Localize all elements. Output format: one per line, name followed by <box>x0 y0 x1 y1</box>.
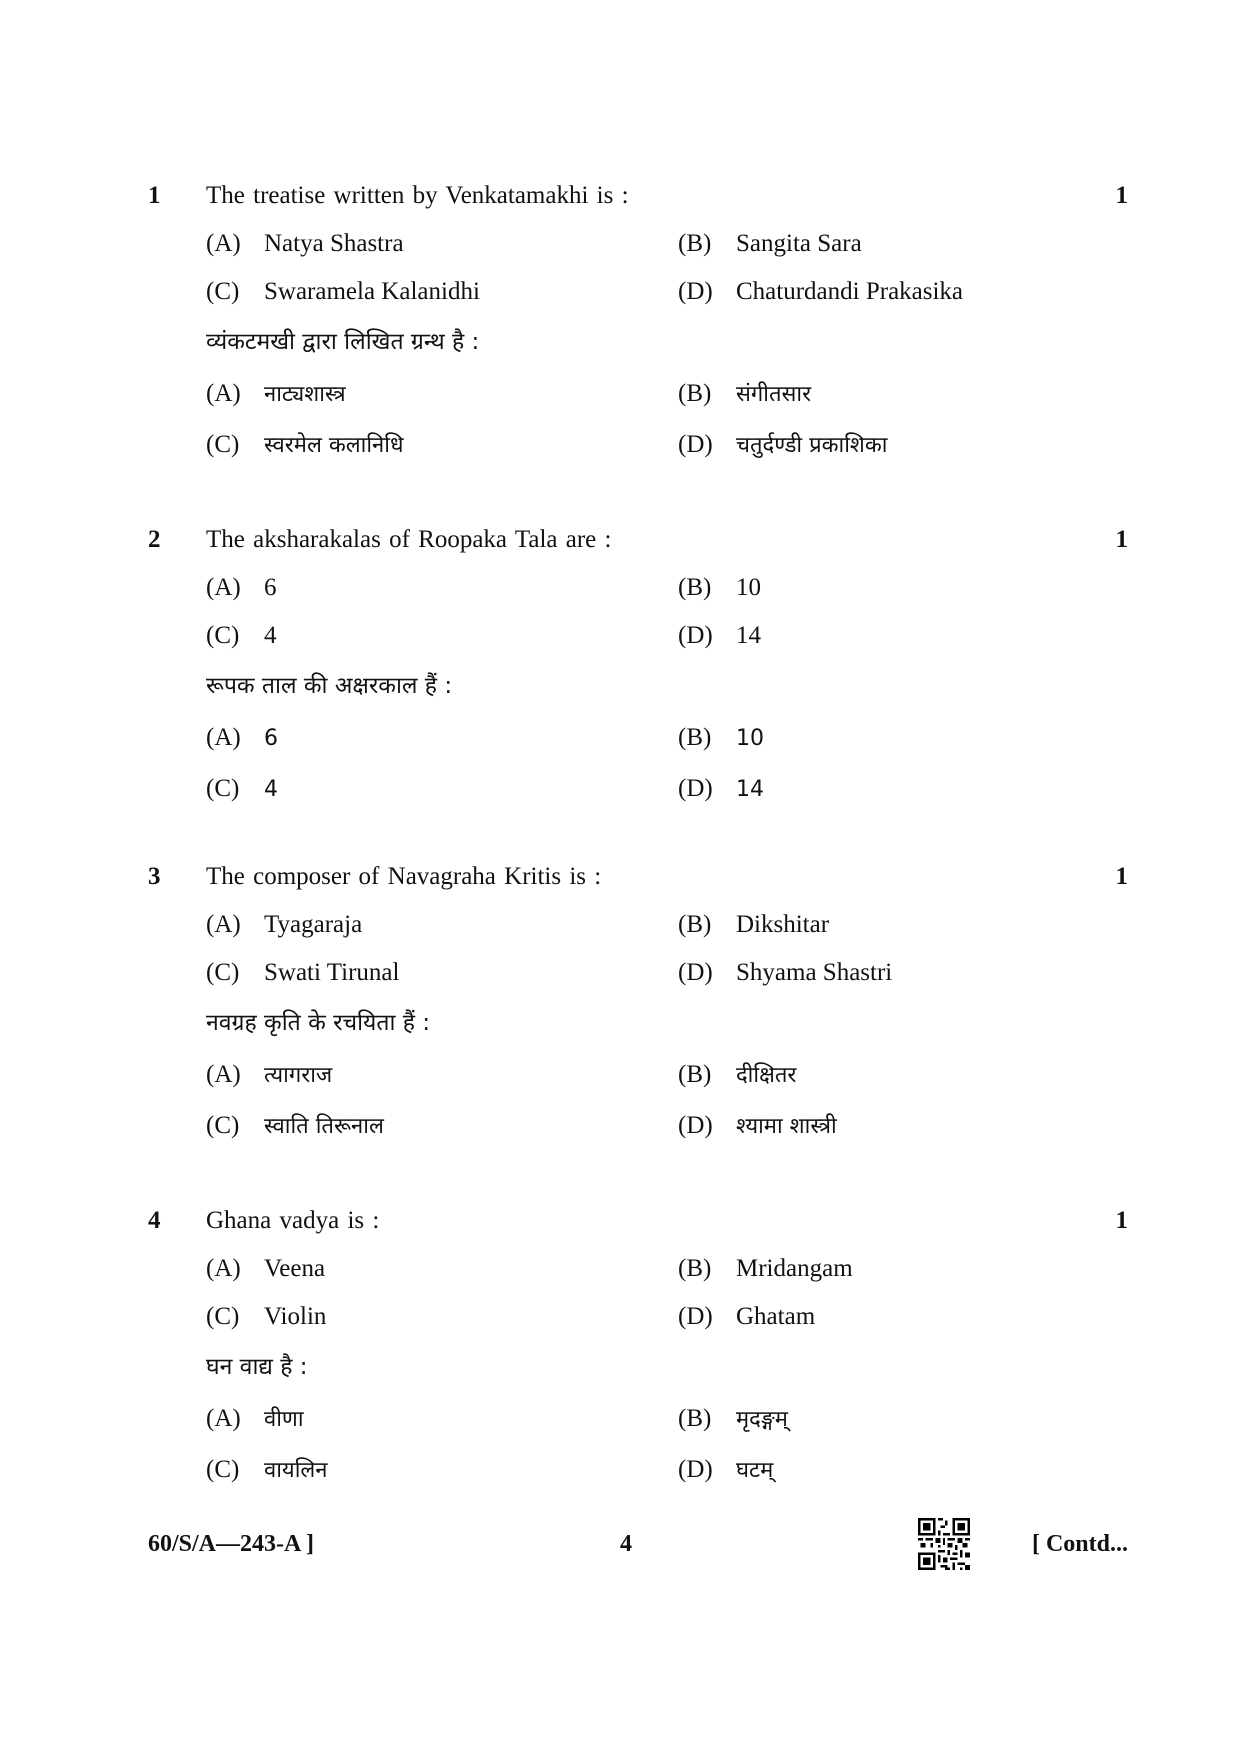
option-text: Veena <box>264 1255 326 1282</box>
option-a <box>206 901 678 949</box>
option-c-hindi <box>206 419 678 470</box>
option-d-hindi <box>678 419 1106 470</box>
option-text: संगीतसार <box>736 382 812 407</box>
option-text: त्यागराज <box>264 1063 333 1088</box>
page-number: 4 <box>620 1531 632 1557</box>
option-text: Dikshitar <box>736 911 830 938</box>
option-label: (B) <box>678 911 712 938</box>
option-label: (C) <box>206 959 240 986</box>
option-text: वीणा <box>264 1407 304 1432</box>
options-english <box>206 1245 1106 1341</box>
option-d <box>678 268 1106 316</box>
continued-label: [ Contd... <box>1031 1531 1128 1557</box>
question-1 <box>148 172 1128 470</box>
option-label: (B) <box>678 1405 712 1432</box>
option-text: Violin <box>264 1303 327 1330</box>
option-text: घटम् <box>736 1458 774 1483</box>
option-a <box>206 220 678 268</box>
option-label: (B) <box>678 1255 712 1282</box>
question-number: 2 <box>148 526 161 553</box>
question-number: 1 <box>148 182 161 209</box>
option-a <box>206 1245 678 1293</box>
option-label: (C) <box>206 431 240 458</box>
option-a-hindi <box>206 1393 678 1444</box>
question-header <box>148 516 1128 564</box>
option-d-hindi <box>678 763 1106 814</box>
question-text: The composer of Navagraha Kritis is : <box>206 863 602 890</box>
question-number: 4 <box>148 1207 161 1234</box>
option-text: नाट्यशास्त्र <box>264 382 346 407</box>
option-text: Natya Shastra <box>264 230 404 257</box>
option-label: (A) <box>206 724 241 751</box>
option-text: Shyama Shastri <box>736 959 893 986</box>
option-text: Mridangam <box>736 1255 853 1282</box>
question-header <box>148 172 1128 220</box>
question-text: Ghana vadya is : <box>206 1207 380 1234</box>
option-text: चतुर्दण्डी प्रकाशिका <box>736 433 888 458</box>
option-label: (A) <box>206 1061 241 1088</box>
option-text: 6 <box>264 574 277 601</box>
option-label: (A) <box>206 1255 241 1282</box>
question-header <box>148 853 1128 901</box>
option-label: (D) <box>678 1112 713 1139</box>
option-b <box>678 901 1106 949</box>
question-2 <box>148 516 1128 814</box>
option-d-hindi <box>678 1100 1106 1151</box>
option-text: 4 <box>264 622 277 649</box>
question-text-hindi: घन वाद्य है : <box>206 1354 308 1380</box>
option-label: (C) <box>206 278 240 305</box>
option-label: (A) <box>206 1405 241 1432</box>
option-text: Swati Tirunal <box>264 959 400 986</box>
option-text: Swaramela Kalanidhi <box>264 278 480 305</box>
options-english <box>206 901 1106 997</box>
option-c <box>206 268 678 316</box>
option-a-hindi <box>206 712 678 763</box>
option-text: 14 <box>736 777 764 802</box>
options-hindi <box>206 1393 1106 1495</box>
option-label: (A) <box>206 911 241 938</box>
option-text: मृदङ्गम् <box>736 1407 788 1432</box>
option-label: (C) <box>206 775 240 802</box>
question-4 <box>148 1197 1128 1495</box>
option-text: Chaturdandi Prakasika <box>736 278 964 305</box>
option-text: स्वरमेल कलानिधि <box>264 433 404 458</box>
option-c-hindi <box>206 1100 678 1151</box>
question-3 <box>148 853 1128 1151</box>
option-b-hindi <box>678 368 1106 419</box>
option-a-hindi <box>206 368 678 419</box>
option-c <box>206 1293 678 1341</box>
paper-code: 60/S/A—243-A ] <box>148 1531 315 1557</box>
option-text: 6 <box>264 726 278 751</box>
option-label: (A) <box>206 574 241 601</box>
options-hindi <box>206 712 1106 814</box>
option-text: स्वाति तिरूनाल <box>264 1114 384 1139</box>
option-a-hindi <box>206 1049 678 1100</box>
page-footer <box>148 1524 1128 1564</box>
question-header <box>148 1197 1128 1245</box>
options-english <box>206 564 1106 660</box>
option-label: (B) <box>678 574 712 601</box>
option-text: श्यामा शास्त्री <box>736 1114 837 1139</box>
option-label: (C) <box>206 1456 240 1483</box>
options-hindi <box>206 368 1106 470</box>
option-label: (C) <box>206 1112 240 1139</box>
options-english <box>206 220 1106 316</box>
option-label: (B) <box>678 380 712 407</box>
option-text: 10 <box>736 574 761 601</box>
option-d <box>678 949 1106 997</box>
option-text: वायलिन <box>264 1458 328 1483</box>
question-marks: 1 <box>1115 863 1128 890</box>
option-label: (D) <box>678 775 713 802</box>
option-b-hindi <box>678 1393 1106 1444</box>
option-d <box>678 612 1106 660</box>
question-marks: 1 <box>1115 526 1128 553</box>
option-label: (D) <box>678 278 713 305</box>
question-number: 3 <box>148 863 161 890</box>
option-label: (D) <box>678 1303 713 1330</box>
option-label: (D) <box>678 1456 713 1483</box>
option-label: (B) <box>678 1061 712 1088</box>
option-c <box>206 612 678 660</box>
option-b <box>678 220 1106 268</box>
option-b-hindi <box>678 712 1106 763</box>
option-text: 4 <box>264 777 278 802</box>
option-d-hindi <box>678 1444 1106 1495</box>
option-b-hindi <box>678 1049 1106 1100</box>
option-label: (C) <box>206 622 240 649</box>
option-text: दीक्षितर <box>736 1063 797 1088</box>
question-text: The aksharakalas of Roopaka Tala are : <box>206 526 612 553</box>
option-b <box>678 1245 1106 1293</box>
question-marks: 1 <box>1115 182 1128 209</box>
option-label: (D) <box>678 622 713 649</box>
question-text-hindi: रूपक ताल की अक्षरकाल हैं : <box>206 673 453 699</box>
option-label: (C) <box>206 1303 240 1330</box>
option-d <box>678 1293 1106 1341</box>
question-text: The treatise written by Venkatamakhi is : <box>206 182 629 209</box>
option-c <box>206 949 678 997</box>
option-text: 14 <box>736 622 761 649</box>
option-a <box>206 564 678 612</box>
option-text: 10 <box>736 726 764 751</box>
option-text: Tyagaraja <box>264 911 363 938</box>
qr-code-icon <box>918 1518 970 1570</box>
option-c-hindi <box>206 1444 678 1495</box>
option-label: (B) <box>678 230 712 257</box>
question-text-hindi: नवग्रह कृति के रचयिता हैं : <box>206 1010 431 1036</box>
option-label: (A) <box>206 380 241 407</box>
options-hindi <box>206 1049 1106 1151</box>
question-marks: 1 <box>1115 1207 1128 1234</box>
question-text-hindi: व्यंकटमखी द्वारा लिखित ग्रन्थ है : <box>206 329 480 355</box>
option-label: (B) <box>678 724 712 751</box>
option-b <box>678 564 1106 612</box>
option-c-hindi <box>206 763 678 814</box>
option-label: (A) <box>206 230 241 257</box>
option-label: (D) <box>678 431 713 458</box>
option-text: Sangita Sara <box>736 230 862 257</box>
option-label: (D) <box>678 959 713 986</box>
option-text: Ghatam <box>736 1303 816 1330</box>
